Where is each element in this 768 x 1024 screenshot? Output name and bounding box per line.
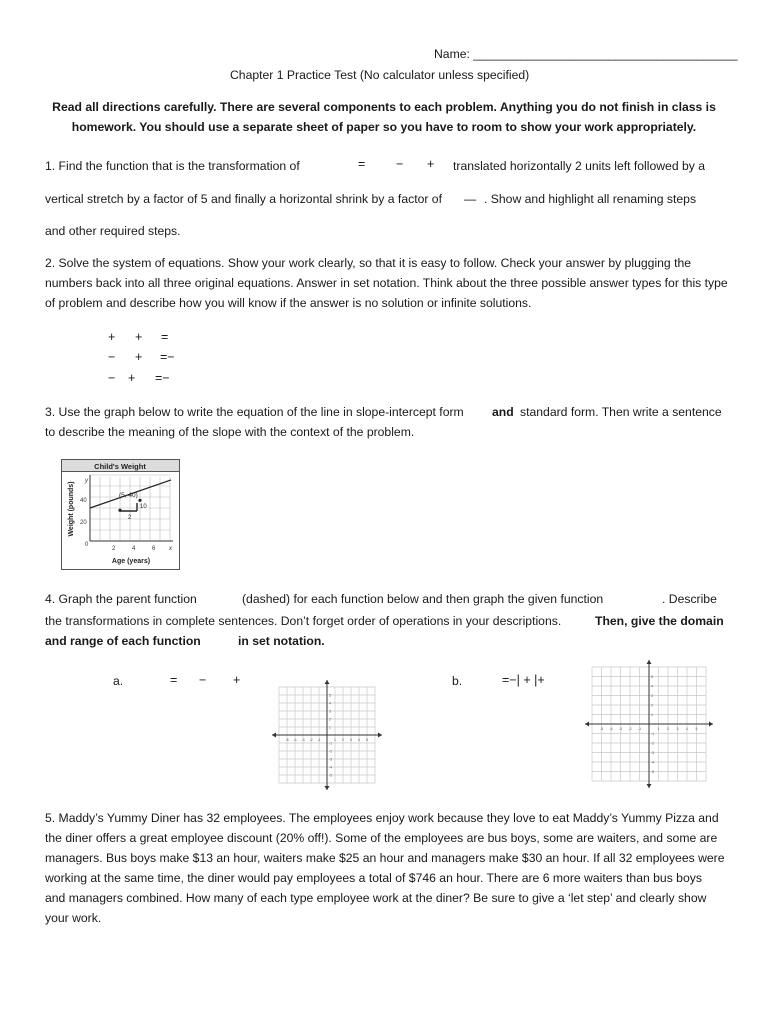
grid-tick-label: 4 [358, 738, 360, 742]
grid-tick-label: -5 [599, 727, 604, 731]
q1-eq-symbol: − [396, 157, 404, 171]
q4-line2-a: the transformations in complete sentences. Don’t forget order of operations in your descriptions. [45, 614, 562, 628]
data-point [138, 499, 141, 502]
chart-title: Child's Weight [94, 462, 146, 471]
grid-tick-label: 5 [651, 675, 653, 679]
q4b-equation: =−| + |+ [502, 673, 545, 687]
grid-tick-label: 3 [329, 709, 331, 714]
grid-tick-label: -1 [317, 738, 321, 742]
directions: Read all directions carefully. There are several components to each problem. Anything you do not finish in class is homework. You should use a separate sheet of paper so you have to room to show your work appropriately. [52, 100, 716, 134]
x-tick-label: x [169, 546, 172, 552]
grid-tick-label: -3 [618, 727, 623, 731]
grid-tick-label: 1 [334, 738, 336, 742]
q1-line3: and other required steps. [45, 224, 181, 238]
q3-text-bold: and [492, 405, 514, 419]
grid-tick-label: -5 [285, 738, 289, 742]
y-tick-label: 20 [80, 520, 87, 526]
grid-tick-label: -5 [329, 773, 333, 778]
q1-lead: 1. Find the function that is the transformation of [45, 159, 300, 173]
grid-tick-label: 5 [366, 738, 368, 742]
q2-text: 2. Solve the system of equations. Show your work clearly, so that it is easy to follow. Check your answer by plugging the numbers back into all three original equations. Answer in set notation. Think about the three possible answer types for this type of problem and describe how you will know if the answer is no solution or infinite solutions. [45, 256, 728, 310]
y-axis-letter: y [85, 478, 88, 484]
q4b-label: b. [452, 674, 463, 688]
grid-tick-label: -4 [609, 727, 613, 731]
q4-line2-bold: Then, give the domain [595, 614, 724, 628]
grid-tick-label: -2 [309, 738, 313, 742]
name-line[interactable]: Name: _______________________________________ [434, 47, 738, 61]
grid-tick-label: -3 [651, 751, 655, 755]
q3-text-b-inner: standard form. Then write a sentence to describe the meaning of the slope with the context of the problem. [45, 405, 722, 439]
grid-tick-label: -4 [329, 765, 333, 770]
q3-text-a: 3. Use the graph below to write the equation of the line in slope-intercept form [45, 405, 464, 419]
childs-weight-chart [61, 459, 181, 571]
data-point [118, 509, 121, 512]
grid-tick-label: 4 [329, 701, 331, 706]
q4-line3-bold-a: and range of each function [45, 634, 201, 648]
system-symbol: =− [155, 371, 170, 385]
q1-line2-b: . Show and highlight all renaming steps [484, 192, 697, 206]
grid-tick-label: -3 [329, 757, 333, 762]
q1-fraction-bar: — [464, 192, 477, 206]
grid-tick-label: 4 [651, 684, 653, 689]
grid-tick-label: 2 [329, 717, 331, 722]
coordinate-grid-a[interactable] [271, 679, 383, 791]
x-tick-label: 6 [152, 546, 156, 552]
grid-tick-label: -1 [637, 727, 642, 731]
q4a-eq-symbol: = [170, 673, 178, 687]
q4a-eq-symbol: + [233, 673, 241, 687]
system-symbol: =− [160, 350, 175, 364]
grid-tick-label: 1 [651, 713, 653, 717]
grid-tick-label: 5 [695, 727, 698, 731]
y-tick-label: 0 [85, 542, 89, 548]
grid-tick-label: -2 [628, 727, 632, 731]
system-symbol: + [135, 350, 143, 364]
q4a-eq-symbol: − [199, 673, 207, 687]
q3-text-b [45, 402, 735, 442]
x-tick-label: 2 [112, 546, 116, 552]
q4-text-c: . Describe [662, 592, 717, 606]
grid-tick-label: 2 [342, 738, 344, 742]
q4-line3-bold-b: in set notation. [238, 634, 325, 648]
grid-tick-label: -1 [329, 741, 333, 746]
grid-tick-label: 3 [676, 727, 679, 731]
grid-tick-label: 4 [686, 727, 688, 731]
grid-tick-label: 3 [350, 738, 352, 742]
q1-eq-symbol: = [358, 157, 366, 171]
coordinate-grid-b[interactable] [584, 659, 714, 789]
x-axis-label: Age (years) [111, 558, 151, 565]
system-symbol: − [108, 371, 116, 385]
grid-tick-label: -2 [329, 749, 333, 754]
grid-tick-label: 1 [657, 727, 660, 731]
grid-tick-label: 5 [329, 693, 331, 698]
q1-line2-a: vertical stretch by a factor of 5 and finally a horizontal shrink by a factor of [45, 192, 442, 206]
system-symbol: = [161, 330, 169, 344]
grid-tick-label: -4 [293, 738, 297, 742]
q1-eq-symbol: + [427, 157, 435, 171]
grid-tick-label: 3 [651, 694, 653, 698]
grid-tick-label: 1 [329, 725, 331, 730]
q4-text-b: (dashed) for each function below and then graph the given function [242, 592, 604, 606]
page-title: Chapter 1 Practice Test (No calculator unless specified) [230, 68, 530, 82]
grid-tick-label: 2 [667, 727, 669, 731]
y-axis-label: Weight (pounds) [68, 481, 75, 537]
grid-tick-label: -1 [651, 732, 655, 736]
grid-tick-label: -2 [651, 741, 655, 746]
point-label: (5, 40) [119, 492, 138, 499]
system-symbol: + [135, 330, 143, 344]
q5-text: 5. Maddy’s Yummy Diner has 32 employees. The employees enjoy work because they love to eat Maddy’s Yummy Pizza and the diner offers a great employee discount (20% off!). Some of the employees are bus boys, some are waiters, and some are managers. Bus boys make $13 an hour, waiters make $25 an hour and managers make $30 an hour. If all 32 employees were working at the same time, the diner would pay employees a total of $746 an hour. There are 6 more waiters than bus boys and managers combined. How many of each type employee work at the diner? Be sure to give a ‘let step’ and clearly show your work. [45, 811, 725, 925]
system-symbol: + [108, 330, 116, 344]
system-symbol: + [128, 371, 136, 385]
system-symbol: − [108, 350, 116, 364]
grid-tick-label: -5 [651, 770, 655, 774]
x-tick-label: 4 [132, 546, 136, 552]
q1-tail: translated horizontally 2 units left followed by a [453, 159, 706, 173]
grid-tick-label: 2 [651, 703, 653, 708]
grid-tick-label: -4 [651, 760, 655, 765]
y-tick-label: 40 [80, 498, 87, 504]
q4a-label: a. [113, 674, 124, 688]
run-label: 2 [128, 515, 132, 521]
q4-text-a: 4. Graph the parent function [45, 592, 197, 606]
grid-tick-label: -3 [301, 738, 305, 742]
rise-label: 10 [140, 504, 147, 510]
